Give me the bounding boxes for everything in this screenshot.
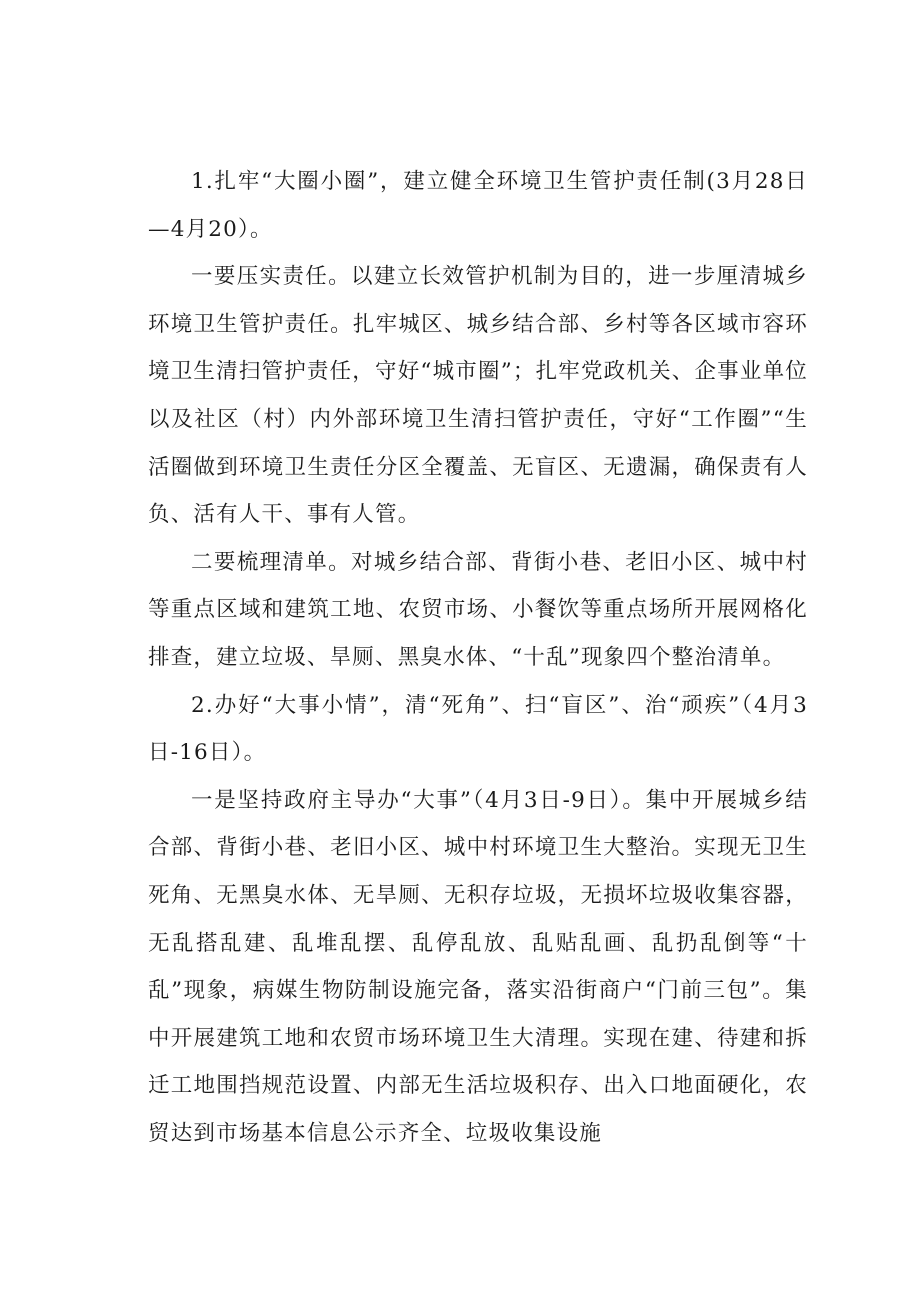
paragraph-checklist: 二要梳理清单。对城乡结合部、背街小巷、老旧小区、城中村等重点区域和建筑工地、农贸市场、小餐饮等重点场所开展网格化排查，建立垃圾、旱厕、黑臭水体、“十乱”现象四个整治清单。 bbox=[148, 549, 808, 670]
paragraph-section-2-heading: 2.办好“大事小情”，清“死角”、扫“盲区”、治“顽疾”（4月3日-16日）。 bbox=[148, 692, 808, 766]
document-body bbox=[148, 158, 808, 1157]
paragraph-government-led: 一是坚持政府主导办“大事”（4月3日-9日）。集中开展城乡结合部、背街小巷、老旧小区、城中村环境卫生大整治。实现无卫生死角、无黑臭水体、无旱厕、无积存垃圾，无损坏垃圾收集容器，无乱搭乱建、乱堆乱摆、乱停乱放、乱贴乱画、乱扔乱倒等“十乱”现象，病媒生物防制设施完备，落实沿街商户“门前三包”。集中开展建筑工地和农贸市场环境卫生大清理。实现在建、待建和拆迁工地围挡规范设置、内部无生活垃圾积存、出入口地面硬化，农贸达到市场基本信息公示齐全、垃圾收集设施 bbox=[148, 787, 808, 1146]
paragraph-section-1-heading: 1.扎牢“大圈小圈”，建立健全环境卫生管护责任制(3月28日—4月20）。 bbox=[148, 169, 808, 242]
paragraph-responsibility: 一要压实责任。以建立长效管护机制为目的，进一步厘清城乡环境卫生管护责任。扎牢城区、城乡结合部、乡村等各区域市容环境卫生清扫管护责任，守好“城市圈”；扎牢党政机关、企事业单位以及社区（村）内外部环境卫生清扫管护责任，守好“工作圈”“生活圈做到环境卫生责任分区全覆盖、无盲区、无遗漏，确保责有人负、活有人干、事有人管。 bbox=[148, 264, 808, 528]
